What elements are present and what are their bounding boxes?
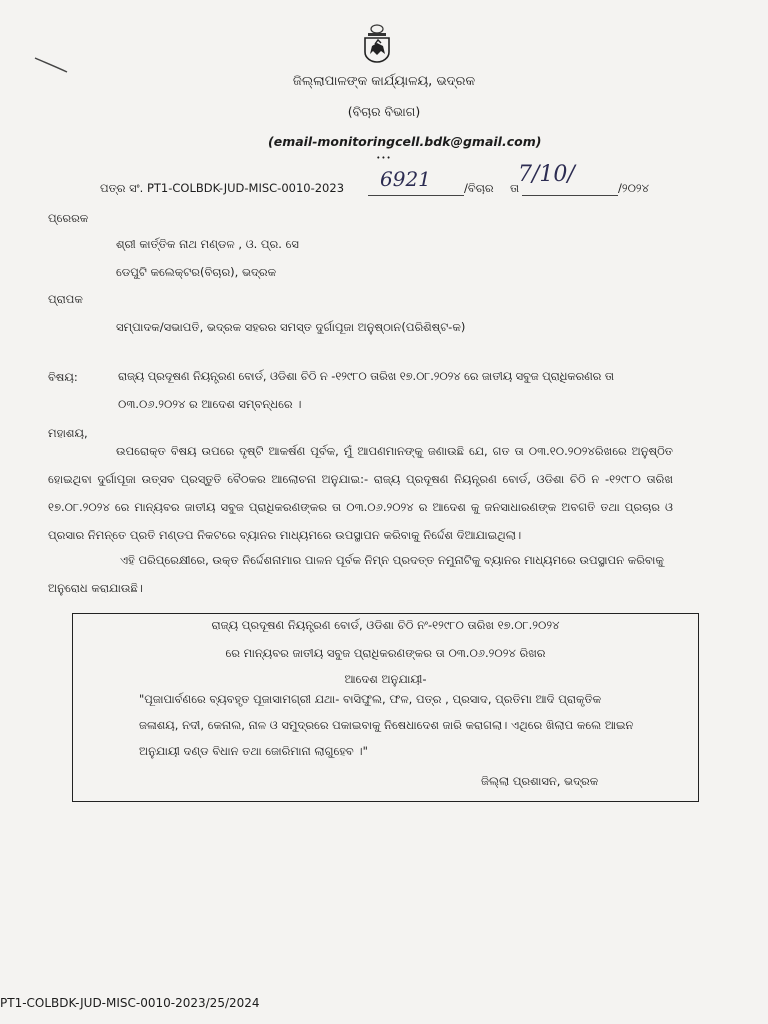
notice-quote: "ପୂଜାପାର୍ବଣରେ ବ୍ୟବହୃତ ପୂଜାସାମଗ୍ରୀ ଯଥା- ବାସିଫୁଲ, ଫଳ, ପତ୍ର , ପ୍ରସାଦ, ପ୍ରତିମା ଆଦି ପ୍ରାକୃତିକ ଜଳାଶୟ, ନଦୀ, କେନାଲ, ନାଳ ଓ ସମୁଦ୍ରରେ ପକାଇବାକୁ ନିଷେଧାଦେଶ ଜାରି କରାଗଲା। ଏଥିରେ ଖିଲାପ କଲେ ଆଇନ ଅନୁଯାୟୀ ଦଣ୍ଡ ବିଧାନ ତଥା ଜୋରିମାନା ଲାଗୁହେବ ।" <box>139 692 634 758</box>
handwritten-letter-number: 6921 <box>380 167 431 191</box>
recipient-label: ପ୍ରାପକ <box>48 292 83 306</box>
notice-line-2: ରେ ମାନ୍ୟବର ଜାତୀୟ ସବୁଜ ପ୍ରାଧିକରଣଙ୍କର ତା ୦୩.୦୬.୨୦୨୪ ରିଖର <box>225 646 546 660</box>
sender-name: ଶ୍ରୀ କାର୍ତ୍ତିକ ନାଥ ମଣ୍ଡଳ , ଓ. ପ୍ର. ସେ <box>116 237 299 251</box>
sender-label: ପ୍ରେରକ <box>48 211 89 225</box>
subject-line-2: ୦୩.୦୬.୨୦୨୪ ର ଆଦେଶ ସମ୍ବନ୍ଧରେ । <box>118 397 302 411</box>
letter-number-prefix: ପତ୍ର ସଂ. PT1-COLBDK-JUD-MISC-0010-2023 <box>100 181 345 195</box>
office-email: (email-monitoringcell.bdk@gmail.com) <box>268 134 542 149</box>
salutation: ମହାଶୟ, <box>48 426 88 440</box>
subject-line-1: ରାଜ୍ୟ ପ୍ରଦୂଷଣ ନିୟନ୍ତ୍ରଣ ବୋର୍ଡ, ଓଡିଶା ଚିଠି ନ -୧୨୯୮୦ ତାରିଖ ୧୭.୦୮.୨୦୨୪ ରେ ଜାତୀୟ ସବୁଜ ପ୍ରାଧିକରଣର ତା <box>118 370 614 383</box>
body-paragraph-2: ଏହି ପରିପ୍ରେକ୍ଷୀରେ, ଉକ୍ତ ନିର୍ଦ୍ଦେଶନାମାର ପାଳନ ପୂର୍ବକ ନିମ୍ନ ପ୍ରଦତ୍ତ ନମୁନାଟିକୁ ବ୍ୟାନର ମାଧ୍ୟମରେ ଉପସ୍ଥାପନ କରିବାକୁ ଅନୁରୋଧ କରାଯାଉଛି। <box>48 553 664 595</box>
notice-banner-box <box>72 613 699 802</box>
letter-year: /୨୦୨୪ <box>618 181 650 195</box>
sender-designation: ଡେପୁଟି କଲେକ୍ଟର(ବିଚାର), ଭଦ୍ରକ <box>116 265 277 279</box>
letter-department: /ବିଚାର <box>464 181 494 195</box>
footer-reference: PT1-COLBDK-JUD-MISC-0010-2023/25/2024 <box>0 996 260 1010</box>
recipient-name: ସମ୍ପାଦକ/ସଭାପତି, ଭଦ୍ରକ ସହରର ସମସ୍ତ ଦୁର୍ଗାପୂଜା ଅନୁଷ୍ଠାନ(ପରିଶିଷ୍ଟ-କ) <box>116 320 466 334</box>
notice-line-3: ଆଦେଶ ଅନୁଯାୟୀ- <box>344 672 427 686</box>
pen-stroke-mark <box>34 56 68 74</box>
body-paragraph-1: ଉପରୋକ୍ତ ବିଷୟ ଉପରେ ଦୃଷ୍ଟି ଆକର୍ଷଣ ପୂର୍ବକ, ମୁଁ ଆପଣମାନଙ୍କୁ ଜଣାଉଛି ଯେ, ଗତ ତା ୦୩.୧୦.୨୦୨୪ରିଖରେ ଅନୁଷ୍ଠିତ ହୋଇଥିବା ଦୁର୍ଗାପୂଜା ଉତ୍ସବ ପ୍ରସ୍ତୁତି ବୈଠକର ଆଲୋଚନା ଅନୁଯାଇ:- ରାଜ୍ୟ ପ୍ରଦୂଷଣ ନିୟନ୍ତ୍ରଣ ବୋର୍ଡ, ଓଡିଶା ଚିଠି ନ -୧୨୯୮୦ ତାରିଖ ୧୭.୦୮.୨୦୨୪ ରେ ମାନ୍ୟବର ଜାତୀୟ ସବୁଜ ପ୍ରାଧିକରଣଙ୍କର ତା ୦୩.୦୬.୨୦୨୪ ର ଆଦେଶ କୁ ଜନସାଧାରଣଙ୍କ ଅବଗତି ତଥା ପ୍ରଚାର ଓ ପ୍ରସାର ନିମନ୍ତେ ପ୍ରତି ମଣ୍ଡପ ନିକଟରେ ବ୍ୟାନର ମାଧ୍ୟମରେ ଉପସ୍ଥାପନ କରିବାକୁ ନିର୍ଦ୍ଦେଶ ଦିଆଯାଇଥିଲା। <box>48 444 673 542</box>
subject-label: ବିଷୟ: <box>48 370 78 384</box>
government-emblem <box>359 24 395 64</box>
notice-signature: ଜିଲ୍ଲା ପ୍ରଶାସନ, ଭଦ୍ରକ <box>481 774 599 788</box>
date-label: ତା <box>510 181 520 195</box>
section-title: (ବିଚାର ବିଭାଗ) <box>347 104 421 119</box>
office-title: ଜିଲ୍ଲାପାଳଙ୍କ କାର୍ଯ୍ୟାଳୟ, ଭଦ୍ରକ <box>292 74 476 89</box>
separator-dots: ••• <box>376 154 392 162</box>
handwritten-date: 7/10/ <box>518 162 575 187</box>
notice-line-1: ରାଜ୍ୟ ପ୍ରଦୂଷଣ ନିୟନ୍ତ୍ରଣ ବୋର୍ଡ, ଓଡିଶା ଚିଠି ନଂ-୧୨୯୮୦ ତାରିଖ ୧୭.୦୮.୨୦୨୪ <box>211 618 560 632</box>
